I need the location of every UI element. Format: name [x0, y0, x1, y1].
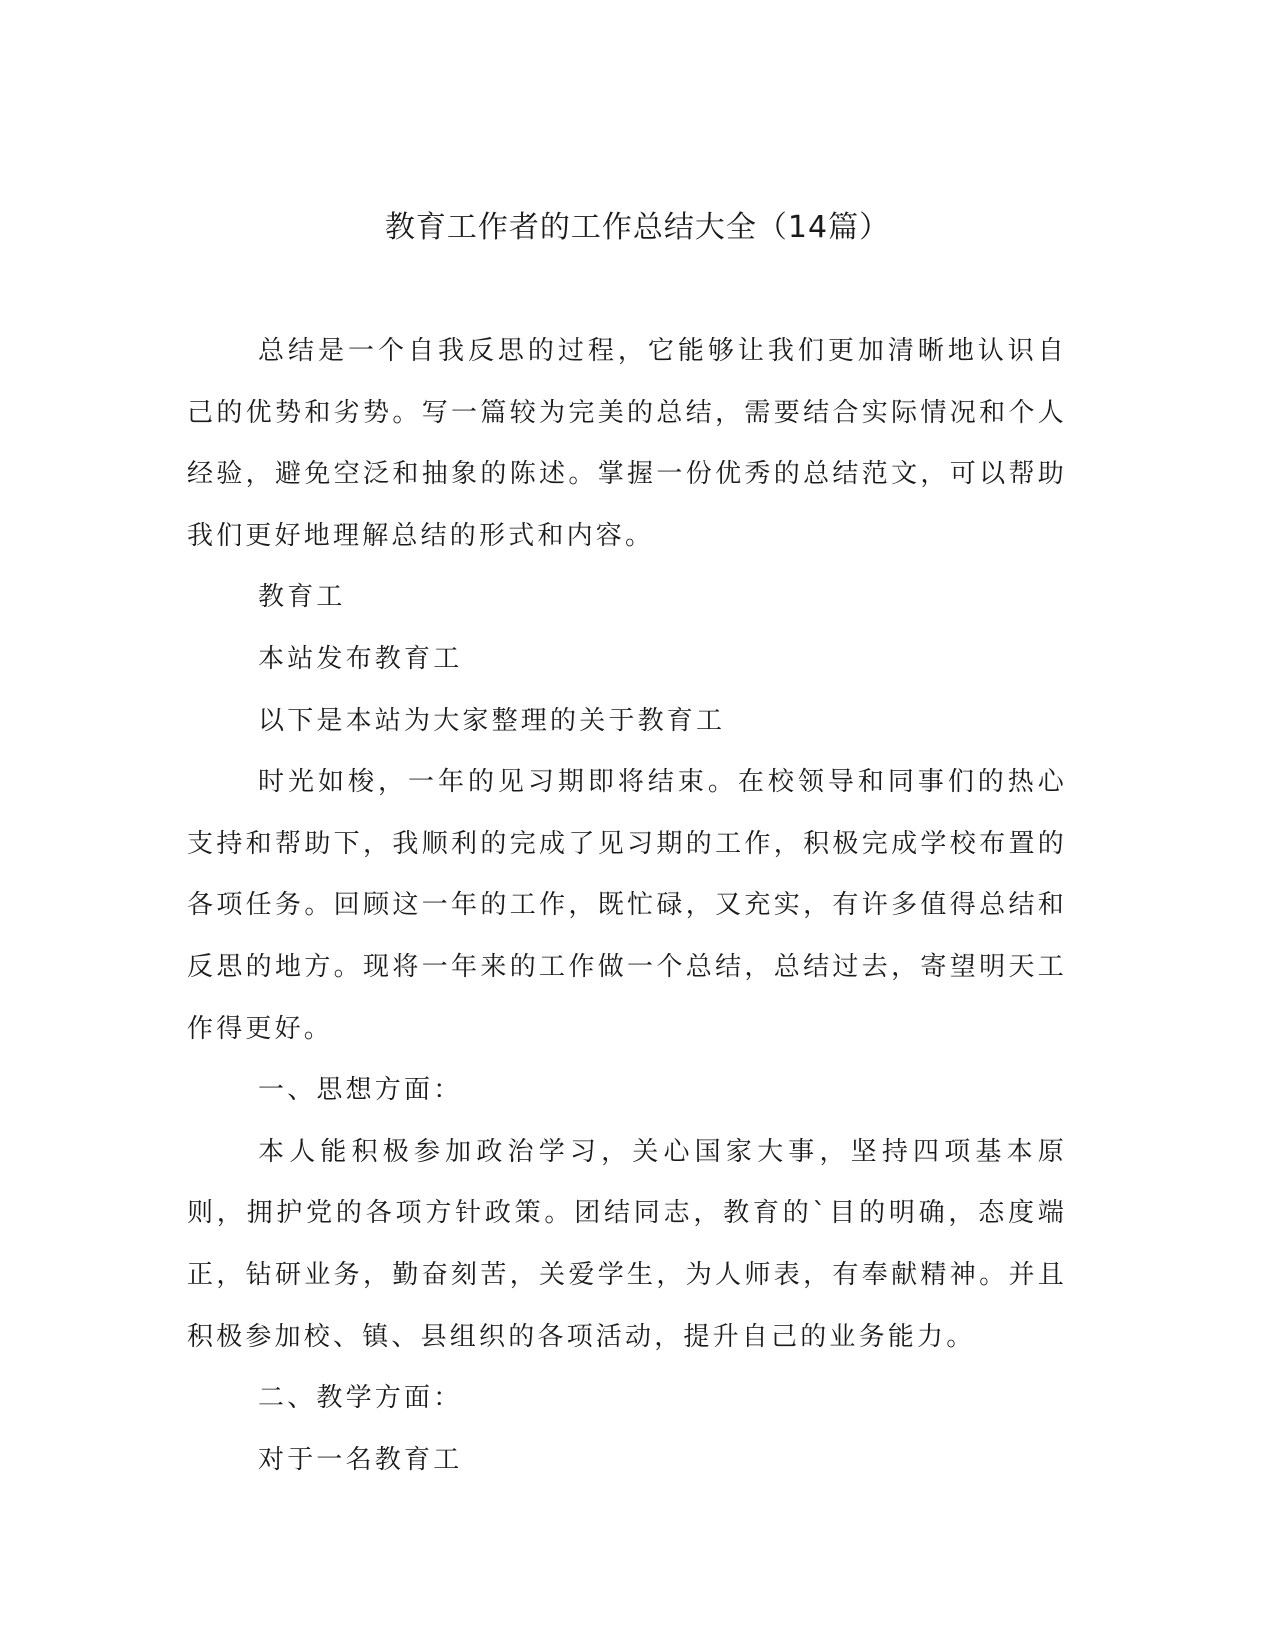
paragraph-teaching: 对于一名教育工 — [258, 1444, 463, 1475]
paragraph-site-release: 本站发布教育工 — [258, 643, 463, 674]
paragraph-intro: 总结是一个自我反思的过程，它能够让我们更加清晰地认识自己的优势和劣势。写一篇较为完美的总结，需要结合实际情况和个人经验，避免空泛和抽象的陈述。掌握一份优秀的总结范文，可以帮助我们更好地理解总结的形式和内容。 — [187, 336, 1067, 551]
document-body — [187, 321, 1067, 1491]
paragraph-heading-education: 教育工 — [258, 582, 346, 613]
paragraph-ideology: 本人能积极参加政治学习，关心国家大事，坚持四项基本原则，拥护党的各项方针政策。团结同志，教育的`目的明确，态度端正，钻研业务，勤奋刻苦，关爱学生，为人师表，有奉献精神。并且积极参加校、镇、县组织的各项活动，提升自己的业务能力。 — [187, 1136, 1067, 1352]
paragraph-internship-summary: 时光如梭，一年的见习期即将结束。在校领导和同事们的热心支持和帮助下，我顺利的完成了见习期的工作，积极完成学校布置的各项任务。回顾这一年的工作，既忙碌，又充实，有许多值得总结和反思的地方。现将一年来的工作做一个总结，总结过去，寄望明天工作得更好。 — [187, 767, 1067, 1044]
section-heading-ideology: 一、思想方面： — [258, 1075, 463, 1106]
document-title: 教育工作者的工作总结大全（14篇） — [384, 210, 891, 245]
paragraph-site-compiled: 以下是本站为大家整理的关于教育工 — [258, 705, 726, 736]
section-heading-teaching: 二、教学方面： — [258, 1383, 463, 1414]
